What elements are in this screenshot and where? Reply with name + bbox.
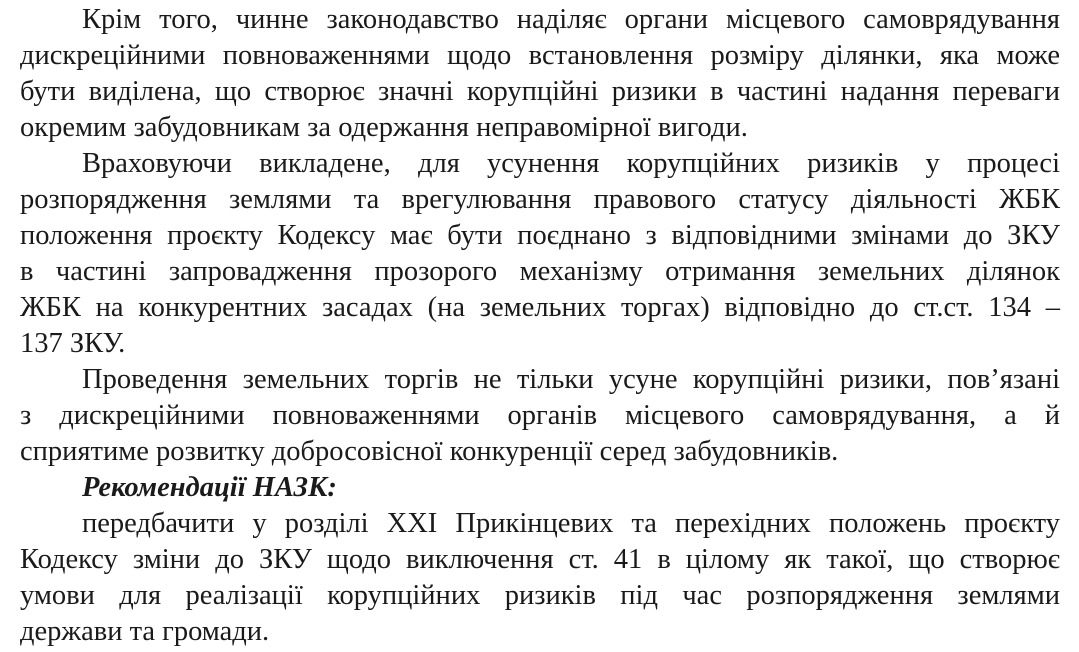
paragraph-2-line-2: розпорядження землями та врегулювання правового статусу діяльності ЖБК	[20, 184, 1060, 215]
paragraph-5-line-2: Кодексу зміни до ЗКУ щодо виключення ст. 41 в цілому як такої, що створює	[20, 544, 1060, 575]
paragraph-3-line-3: сприятиме розвитку добросовісної конкуренції серед забудовників.	[20, 436, 839, 467]
recommendations-heading: Рекомендації НАЗК:	[82, 472, 337, 503]
paragraph-2-line-3: положення проєкту Кодексу має бути поєднано з відповідними змінами до ЗКУ	[20, 220, 1060, 251]
paragraph-2-line-5: ЖБК на конкурентних засадах (на земельних торгах) відповідно до ст.ст. 134 –	[20, 292, 1060, 323]
paragraph-5-line-1: передбачити у розділі XXI Прикінцевих та перехідних положень проєкту	[82, 508, 1060, 539]
paragraph-1-line-4: окремим забудовникам за одержання неправомірної вигоди.	[20, 112, 748, 143]
paragraph-5-line-4: держави та громади.	[20, 616, 270, 647]
paragraph-1-line-1: Крім того, чинне законодавство наділяє органи місцевого самоврядування	[82, 4, 1060, 35]
paragraph-1-line-2: дискреційними повноваженнями щодо встановлення розміру ділянки, яка може	[20, 40, 1060, 71]
paragraph-5-line-3: умови для реалізації корупційних ризиків під час розпорядження землями	[20, 580, 1060, 611]
paragraph-2-line-1: Враховуючи викладене, для усунення корупційних ризиків у процесі	[82, 148, 1060, 179]
paragraph-1-line-3: бути виділена, що створює значні корупційні ризики в частині надання переваги	[20, 76, 1060, 107]
paragraph-3-line-2: з дискреційними повноваженнями органів місцевого самоврядування, а й	[20, 400, 1060, 431]
document-page	[20, 2, 1060, 652]
paragraph-2-line-6: 137 ЗКУ.	[20, 328, 126, 359]
paragraph-2-line-4: в частині запровадження прозорого механізму отримання земельних ділянок	[20, 256, 1060, 287]
paragraph-3-line-1: Проведення земельних торгів не тільки усуне корупційні ризики, пов’язані	[82, 364, 1060, 395]
